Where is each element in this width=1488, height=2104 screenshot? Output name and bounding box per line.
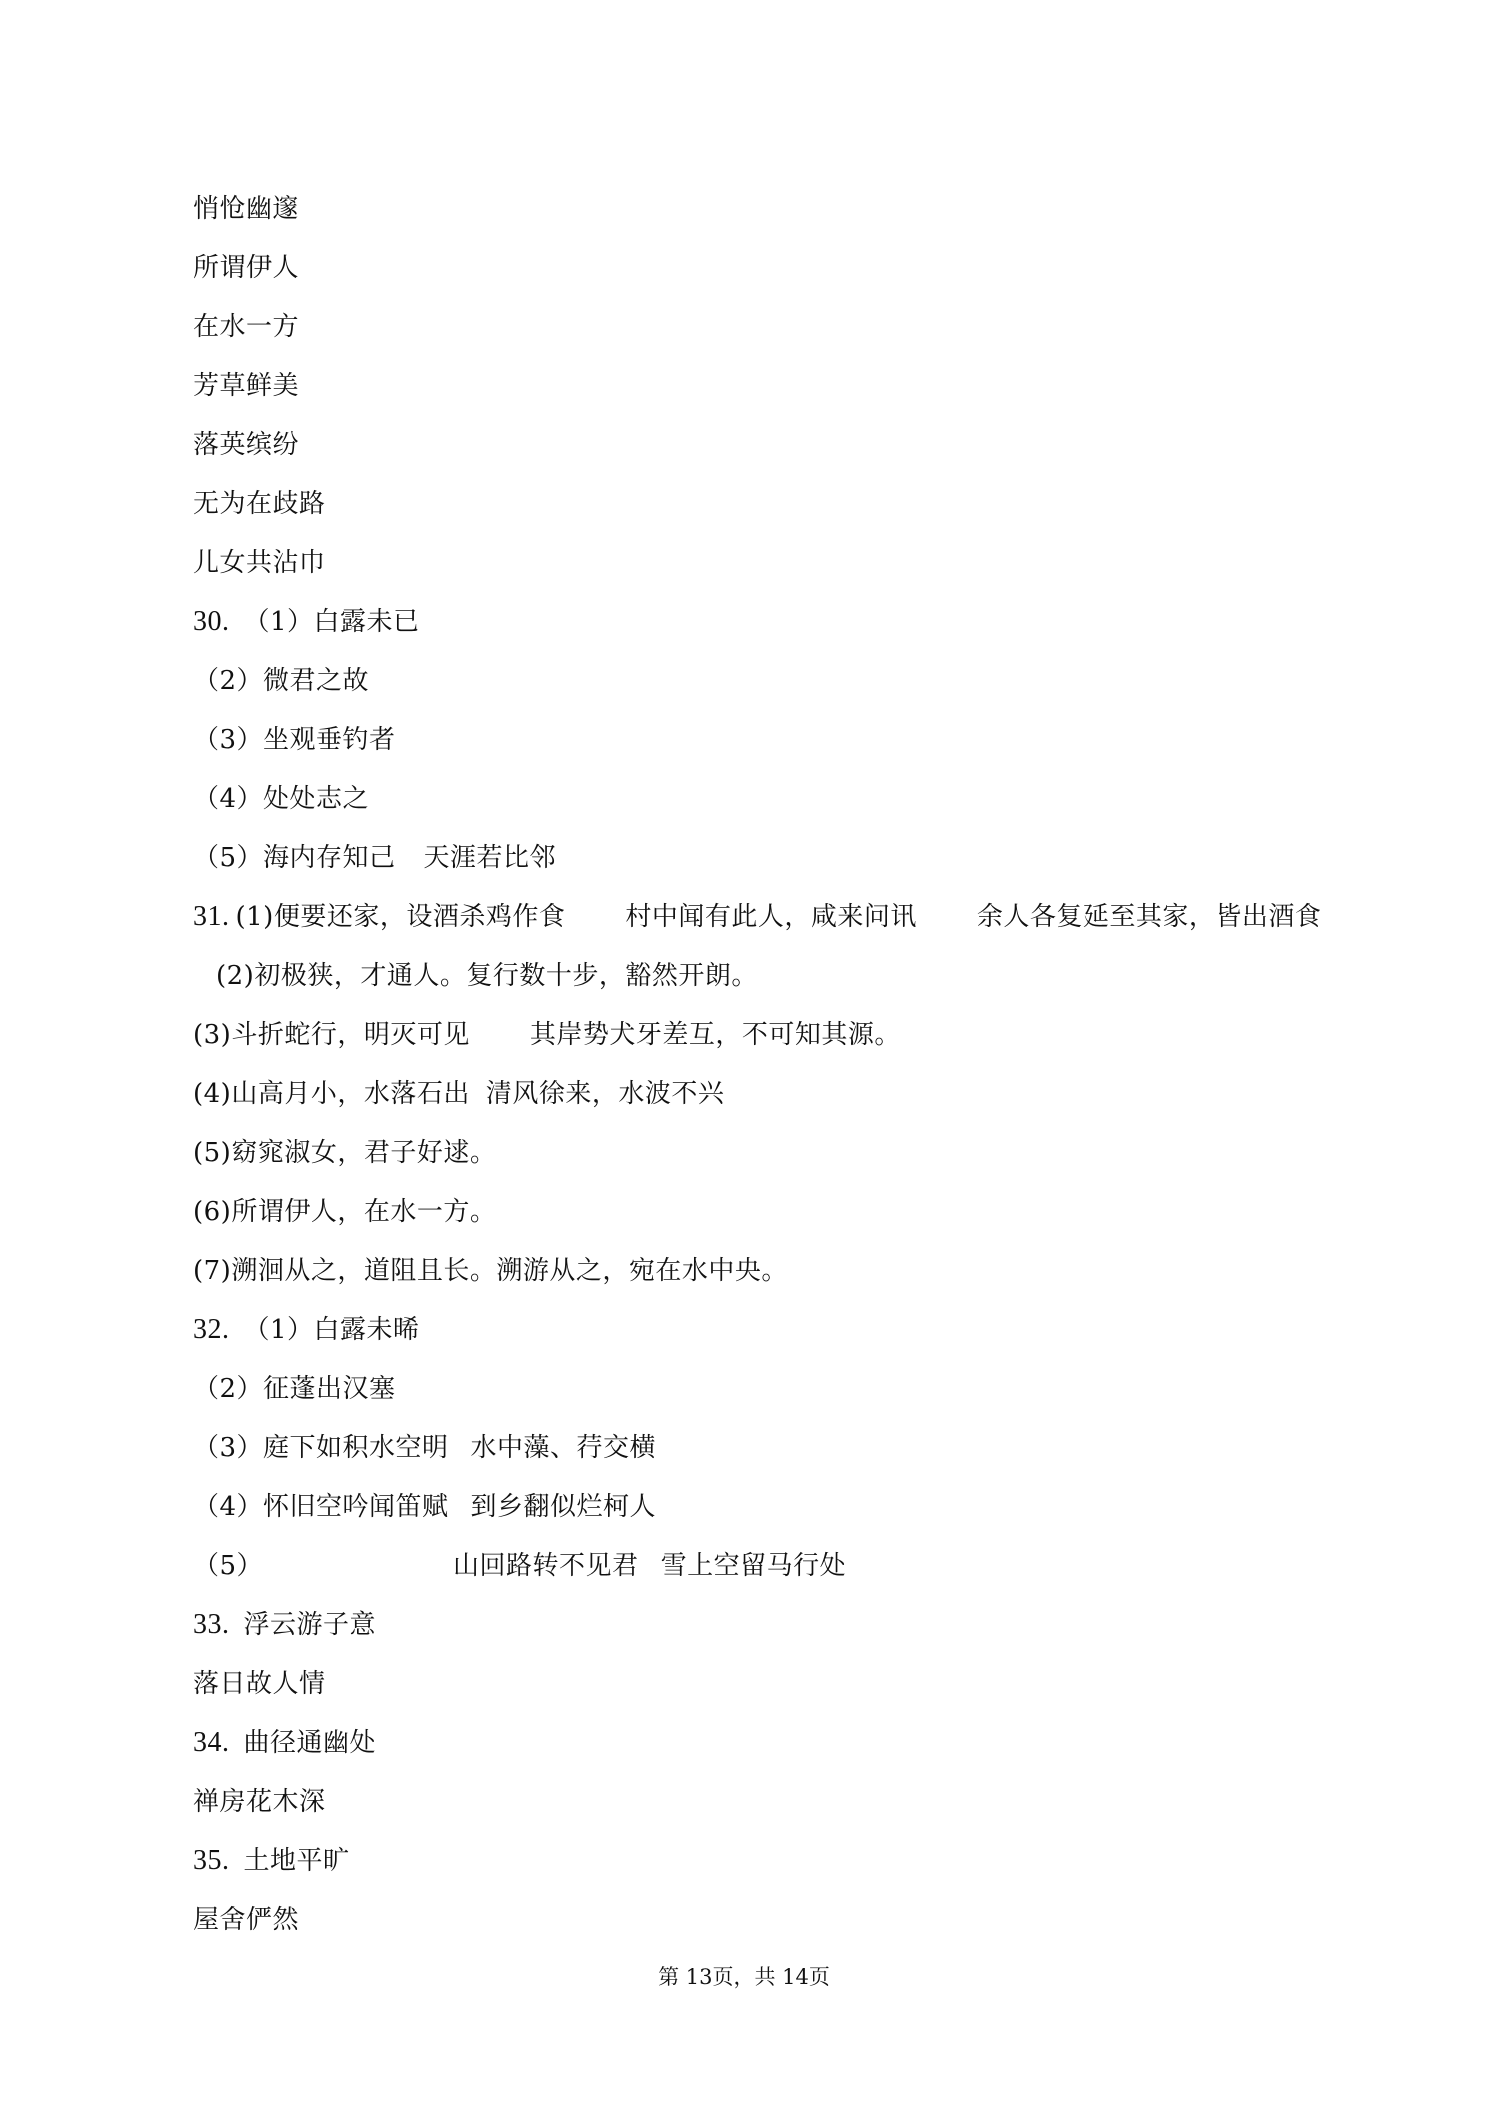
page-footer: 第 13页，共 14页 [658,1965,830,1989]
answer-line: （3）坐观垂钓者 [193,725,396,755]
answer-text: 村中闻有此人，咸来问讯 [625,902,917,932]
answer-text: （5） [193,1551,264,1581]
question-31 [193,899,1321,935]
answer-text: 其岸势犬牙差互，不可知其源。 [529,1020,901,1050]
answer-text: 到乡翻似烂柯人 [470,1492,657,1522]
answer-line: 屋舍俨然 [193,1905,300,1935]
answer-text: （5）海内存知己 [193,843,396,873]
answer-line: 所谓伊人 [193,253,300,283]
question-number: 32. [193,1314,230,1345]
answer-line: 悄怆幽邃 [193,194,300,224]
question-number: 35. [193,1845,230,1876]
answer-text: （3）庭下如积水空明 [193,1433,449,1463]
answer-line: 芳草鲜美 [193,371,300,401]
answer-line [193,1017,901,1053]
answer-text: 土地平旷 [243,1846,350,1876]
answer-text: 天涯若比邻 [423,843,557,873]
answer-text: （1）白露未已 [243,607,420,637]
answer-text: （1）白露未晞 [243,1315,420,1345]
question-number: 33. [193,1609,230,1640]
answer-line: 禅房花木深 [193,1787,326,1817]
answer-line: 落英缤纷 [193,430,300,460]
question-34 [193,1725,376,1761]
question-number: 31. [193,901,230,932]
answer-text: (1)便要还家，设酒杀鸡作食 [235,902,566,932]
answer-line [193,840,556,876]
answer-line: （2）微君之故 [193,666,370,696]
answer-text: （4）怀旧空吟闻笛赋 [193,1492,449,1522]
question-33 [193,1607,376,1643]
answer-line: (5)窈窕淑女，君子好逑。 [193,1138,497,1168]
answer-line: (7)溯洄从之，道阻且长。溯游从之，宛在水中央。 [193,1256,788,1286]
answer-text: 余人各复延至其家，皆出酒食 [976,902,1322,932]
answer-line: 落日故人情 [193,1669,326,1699]
question-number: 30. [193,606,230,637]
answer-line: (2)初极狭，才通人。复行数十步，豁然开朗。 [216,961,758,991]
answer-line: （4）处处志之 [193,784,370,814]
answer-text: (3)斗折蛇行，明灭可见 [193,1020,470,1050]
answer-line [193,1489,656,1525]
answer-line: 儿女共沾巾 [193,548,326,578]
answer-text: 清风徐来，水波不兴 [485,1079,725,1109]
answer-line [193,1076,724,1112]
answer-text: 山回路转不见君 [453,1551,639,1581]
answer-line: (6)所谓伊人，在水一方。 [193,1197,497,1227]
question-30 [193,604,420,640]
answer-line: 无为在歧路 [193,489,326,519]
answer-line [193,1548,846,1584]
answer-line [193,1430,656,1466]
question-number: 34. [193,1727,230,1758]
answer-text: 水中藻、荇交横 [470,1433,657,1463]
question-32 [193,1312,420,1348]
answer-line: （2）征蓬出汉塞 [193,1374,396,1404]
answer-text: (4)山高月小，水落石出 [193,1079,470,1109]
answer-line: 在水一方 [193,312,300,342]
answer-text: 雪上空留马行处 [660,1551,847,1581]
answer-text: 浮云游子意 [243,1610,377,1640]
question-35 [193,1843,350,1879]
answer-text: 曲径通幽处 [243,1728,377,1758]
